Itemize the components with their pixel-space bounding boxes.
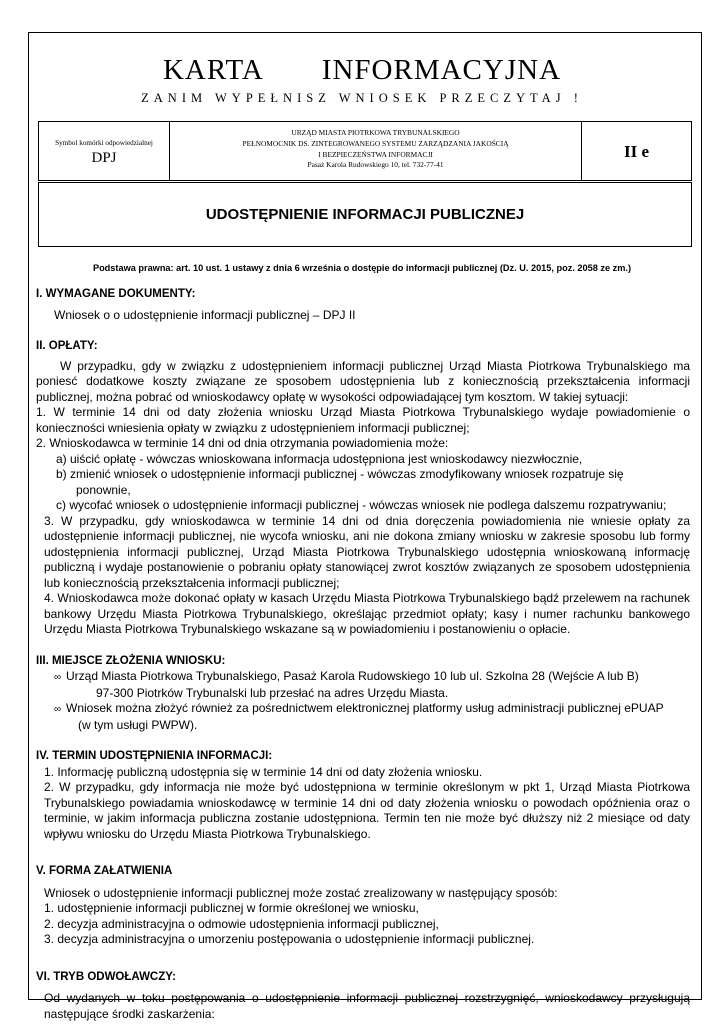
section-heading: III. MIEJSCE ZŁOŻENIA WNIOSKU: <box>36 654 226 667</box>
paragraph: 1. Informację publiczną udostępnia się w terminie 14 dni od daty złożenia wniosku. <box>44 764 483 779</box>
paragraph: 4. Wnioskodawca może dokonać opłaty w kasach Urzędu Miasta Piotrkowa Trybunalskiego bądź przelewem na rachunek bankowy Urzędu Miasta Piotrkowa Trybunalskiego, określając przedmiot opłaty; kasy i numer rachunku bankowego Urzędu Miasta Piotrkowa Trybunalskiego wskazane są w powiadomieniu i postanowieniu o opłacie. <box>44 591 690 636</box>
section-heading: VI. TRYB ODWOŁAWCZY: <box>36 970 176 983</box>
list-item: 3. decyzja administracyjna o umorzeniu postępowania o udostępnienie informacji publicznej. <box>44 932 535 946</box>
card-topic: UDOSTĘPNIENIE INFORMACJI PUBLICZNEJ <box>38 182 692 247</box>
paragraph: 2. W przypadku, gdy informacja nie może być udostępniona w terminie określonym w pkt 1, Urząd Miasta Piotrkowa Trybunalskiego powiadamia wnioskodawcę w terminie 14 dni od daty złożenia wniosku o powodach opóźnienia oraz o terminie, w jakim informacja publiczna zostanie udostępniona. Termin ten nie może być dłuższy niż 2 miesiące od daty wpływu wniosku do Urzędu Miasta Piotrkowa Trybunalskiego. <box>44 780 690 841</box>
document-subtitle: ZANIM WYPEŁNISZ WNIOSEK PRZECZYTAJ ! <box>141 91 583 105</box>
document-title: KARTA INFORMACYJNA <box>162 54 562 86</box>
list-item: b) zmienić wniosek o udostępnienie informacji publicznej - wówczas zmodyfikowany wniosek rozpatruje się <box>56 467 624 481</box>
paragraph: 1. W terminie 14 dni od daty złożenia wniosku Urząd Miasta Piotrkowa Trybunalskiego wydaje powiadomienie o konieczności wniesienia opłaty w związku z udostępnieniem informacji publicznej; <box>36 405 690 435</box>
section-heading: II. OPŁATY: <box>36 340 98 352</box>
section-heading: IV. TERMIN UDOSTĘPNIENIA INFORMACJI: <box>36 750 273 762</box>
section-heading: V. FORMA ZAŁATWIENIA <box>36 865 173 877</box>
section-heading: I. WYMAGANE DOKUMENTY: <box>36 288 196 300</box>
bullet-icon: ∞ <box>54 704 62 715</box>
symbol-cell <box>39 122 170 180</box>
list-item: 1. udostępnienie informacji publicznej w formie określonej we wniosku, <box>44 901 419 915</box>
header-table <box>38 121 692 181</box>
document-body <box>36 287 690 1022</box>
paragraph: Wniosek o udostępnienie informacji publicznej może zostać zrealizowany w następujący sposób: <box>44 885 558 900</box>
office-cell <box>170 122 582 180</box>
list-item: ∞ Urząd Miasta Piotrkowa Trybunalskiego, Pasaż Karola Rudowskiego 10 lub ul. Szkolna 28 (Wejście A lub B) <box>36 669 690 686</box>
list-item: 97-300 Piotrków Trybunalski lub przesłać na adres Urzędu Miasta. <box>96 685 449 700</box>
paragraph: Od wydanych w toku postępowania o udostępnienie informacji publicznej rozstrzygnięć, wnioskodawcy przysługują następujące środki zaskarżenia: <box>44 991 690 1021</box>
list-item: c) wycofać wniosek o udostępnienie informacji publicznej - wówczas wniosek nie podlega dalszemu rozpatrywaniu; <box>56 498 667 512</box>
required-document: Wniosek o o udostępnienie informacji publicznej – DPJ II <box>54 307 356 322</box>
list-item: ponownie, <box>76 482 131 497</box>
symbol-label: Symbol komórki odpowiedzialnej <box>55 139 153 147</box>
paragraph: 2. Wnioskodawca w terminie 14 dni od dnia otrzymania powiadomienia może: <box>36 436 449 450</box>
list-item: a) uiścić opłatę - wówczas wnioskowana informacja udostępniona jest wnioskodawcy niezwłocznie, <box>56 451 583 466</box>
legal-basis: Podstawa prawna: art. 10 ust. 1 ustawy z dnia 6 września o dostępie do informacji publicznej (Dz. U. 2015, poz. 2058 ze zm.) <box>92 263 632 273</box>
office-line: I BEZPIECZEŃSTWA INFORMACJI <box>318 149 433 159</box>
paragraph: 3. W przypadku, gdy wnioskodawca w terminie 14 dni od dnia doręczenia powiadomienia nie wniesie opłaty za udostępnienie informacji publicznej, nie wycofa wniosku, ani nie dokona zmiany wniosku w zakresie sposobu lub formy udostępnienia informacji publicznej, Urząd Miasta Piotrkowa Trybunalskiego udostępnia wnioskowaną informację publiczną i wydaje postanowienie o pobraniu opłaty stanowiącej zwrot kosztów związanych ze sposobem udostępnienia lub koniecznością przekształcenia informacji publicznej; <box>44 513 690 590</box>
office-address: Pasaż Karola Rudowskiego 10, tel. 732-77-41 <box>307 160 444 170</box>
paragraph: W przypadku, gdy w związku z udostępnieniem informacji publicznej Urząd Miasta Piotrkowa Trybunalskiego ma poniesć dodatkowe koszty związane ze sposobem udostępnienia lub z koniecznością przekształcenia informacji publicznej, można pobrać od wnioskodawcy opłatę w wysokości odpowiadającej tym kosztom. W takiej sytuacji: <box>36 358 690 404</box>
list-item: (w tym usługi PWPW). <box>78 717 198 732</box>
list-item: ∞ Wniosek można złożyć również za pośrednictwem elektronicznej platformy usług administracji publicznej ePUAP <box>36 701 690 718</box>
office-line: PEŁNOMOCNIK DS. ZINTEGROWANEGO SYSTEMU ZARZĄDZANIA JAKOŚCIĄ <box>242 138 509 148</box>
list-item: 2. decyzja administracyjna o odmowie udostępnienia informacji publicznej, <box>44 916 439 931</box>
symbol-code: DPJ <box>91 150 117 166</box>
bullet-icon: ∞ <box>54 672 62 683</box>
card-code: II e <box>623 142 650 161</box>
office-line: URZĄD MIASTA PIOTRKOWA TRYBUNALSKIEGO <box>291 128 460 137</box>
